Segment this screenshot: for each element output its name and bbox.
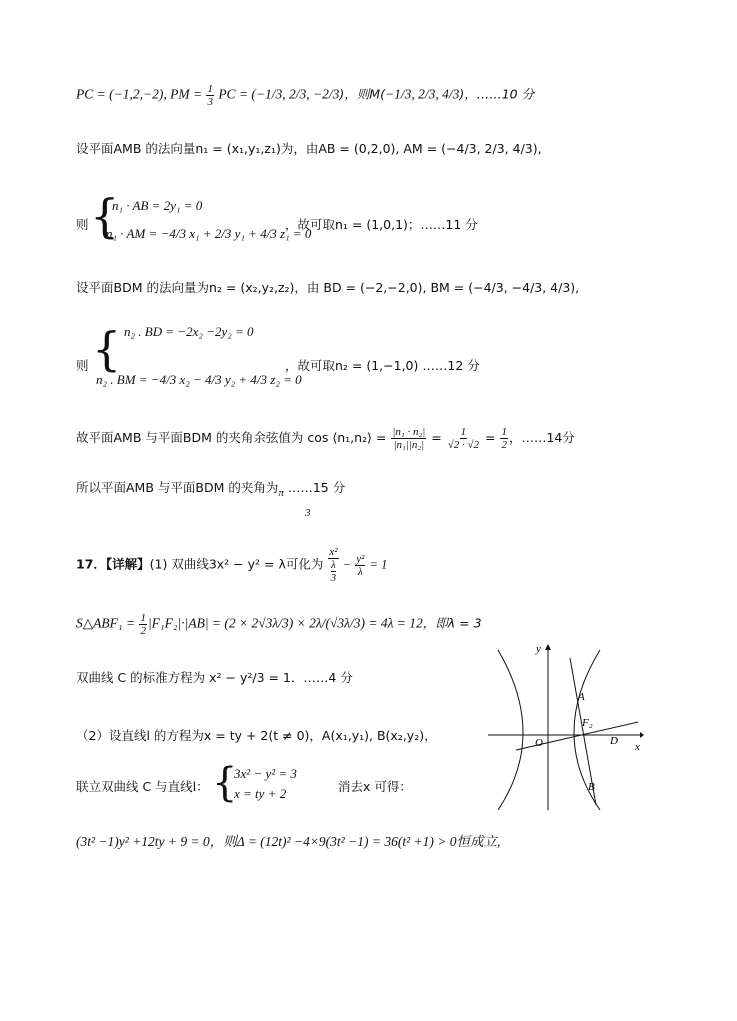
system2-row-2: n₂ . BM = −4/3 x₂ − 4/3 y₂ + 4/3 z₂ = 0	[96, 372, 302, 387]
x-arrow-icon	[640, 732, 644, 738]
hfrac1-num: x²	[329, 546, 338, 558]
score-14: ，……14分	[508, 430, 575, 445]
n1-result: ，故可取n₁ = (1,0,1)；……11 分	[285, 217, 478, 232]
line-discriminant	[76, 833, 500, 851]
combine-prefix: 联立双曲线 C 与直线l：	[76, 779, 209, 794]
pi-symbol: π	[278, 487, 284, 499]
line-n1-result	[285, 216, 478, 234]
then-m: )，则M(	[339, 86, 385, 102]
system-combine	[76, 760, 496, 808]
line-pc-pm	[76, 83, 534, 108]
normal-bdm-text: 设平面BDM 的法向量为n₂ = (x₂,y₂,z₂)，由 BD = (−2,−2,0), BM = (−4/3, −4/3, 4/3),	[76, 280, 580, 295]
standard-equation: 双曲线 C 的标准方程为 x² − y²/3 = 1．……4 分	[76, 670, 353, 685]
area-middle: |F₁F₂|·|AB| =	[147, 615, 225, 631]
left-brace-3: {	[212, 760, 238, 806]
line-normal-amb	[76, 140, 542, 158]
frac2-den: √2 · √2	[447, 439, 480, 451]
frac1-num: |n₁ · n₂|	[392, 426, 426, 438]
combine-row-1: 3x² − y² = 3	[234, 766, 297, 781]
line-area	[76, 612, 482, 637]
problem-17-label: 17．【详解】	[76, 556, 150, 572]
cosine-frac-3	[500, 426, 508, 451]
label-d: D	[610, 735, 618, 747]
left-brace-2: {	[92, 322, 122, 376]
cosine-frac-1	[391, 426, 426, 451]
line-17-header	[76, 546, 387, 584]
y-arrow-icon	[545, 644, 551, 650]
angle-text: 所以平面AMB 与平面BDM 的夹角为	[76, 480, 279, 495]
line-l-setup-text: （2）设直线l 的方程为x = ty + 2(t ≠ 0)，A(x₁,y₁), B(x₂,y₂)，	[76, 728, 437, 743]
hyperbola-frac-2	[355, 553, 365, 578]
frac-num: 1	[207, 83, 213, 95]
pc-pm-text: PC = (−1,2,−2), PM =	[76, 86, 206, 102]
ze-label-2: 则	[76, 358, 89, 373]
line-standard-eq	[76, 669, 353, 687]
label-f2: F₂	[582, 717, 593, 729]
minus-sign: −	[339, 557, 355, 572]
normal-amb-text: 设平面AMB 的法向量n₁ = (x₁,y₁,z₁)为，由AB = (0,2,0), AM = (−4/3, 2/3, 4/3),	[76, 141, 542, 156]
area-label: S△ABF₁ =	[76, 615, 139, 631]
score-10: )，……10 分	[459, 86, 535, 102]
label-y: y	[536, 643, 541, 655]
hyperbola-text: (1) 双曲线3x² − y² = λ可化为	[149, 556, 328, 572]
frac1-den: |n₁||n₂|	[393, 439, 425, 451]
hfrac2-den: λ	[357, 565, 363, 578]
area-expression: (2 × 2√3λ/3) × 2λ/(√3λ/3) = 4λ = 12	[224, 615, 423, 631]
ze-label: 则	[76, 217, 89, 232]
hfrac1-den-top: λ	[331, 559, 336, 571]
frac-den: 3	[207, 96, 213, 108]
left-brace: {	[90, 189, 120, 243]
pc-eq: PC = (	[214, 86, 256, 102]
frac3-den: 2	[501, 439, 507, 451]
score-15: ……15 分	[283, 480, 346, 495]
half-den: 2	[140, 625, 146, 637]
system-row-2: n₁ · AM = −4/3 x₁ + 2/3 y₁ + 4/3 z₁ = 0	[106, 226, 312, 241]
half-fraction	[139, 612, 147, 637]
frac3-num: 1	[501, 426, 507, 438]
line-n2-result	[285, 357, 480, 375]
pm-vector: −1/3, 2/3, −2/3	[255, 86, 340, 102]
line-setup-l	[76, 727, 437, 745]
hfrac2-num: y²	[356, 552, 365, 565]
label-x: x	[635, 741, 640, 753]
label-b: B	[588, 781, 595, 793]
hfrac1-den	[330, 559, 338, 584]
n2-result: ，故可取n₂ = (1,−1,0) ……12 分	[285, 358, 480, 373]
hyperbola-svg	[488, 640, 644, 810]
line-normal-bdm	[76, 279, 579, 297]
equals-one: = 1	[366, 557, 388, 572]
hyperbola-figure	[488, 640, 644, 810]
eq-2: =	[481, 430, 500, 445]
system2-row-1: n₂ . BD = −2x₂ −2y₂ = 0	[124, 324, 254, 339]
discriminant-text: (3t² −1)y² +12ty + 9 = 0，则Δ = (12t)² −4×9(3t² −1) = 36(t² +1) > 0恒成立,	[76, 834, 501, 849]
angle-denominator	[305, 504, 311, 522]
half-num: 1	[140, 612, 146, 624]
label-o: O	[535, 737, 543, 749]
eq-1: =	[427, 430, 446, 445]
combine-row-2: x = ty + 2	[234, 786, 287, 801]
frac2-num: 1	[460, 426, 467, 438]
angle-den: 3	[305, 507, 311, 519]
system-row-1: n₁ · AB = 2y₁ = 0	[112, 198, 203, 213]
label-a: A	[578, 691, 585, 703]
line-angle	[76, 479, 345, 502]
line-cosine	[76, 426, 575, 451]
hyperbola-frac-1	[328, 546, 338, 584]
hfrac1-den-bot: 3	[330, 572, 337, 584]
combine-suffix: 消去x 可得：	[338, 779, 412, 794]
cosine-text: 故平面AMB 与平面BDM 的夹角余弦值为 cos ⟨n₁,n₂⟩ =	[76, 430, 391, 445]
right-branch	[574, 650, 600, 810]
m-coords: −1/3, 2/3, 4/3	[384, 86, 460, 102]
cosine-frac-2	[447, 426, 480, 451]
lambda-result: ，即λ = 3	[422, 615, 482, 631]
one-third-fraction	[206, 83, 214, 108]
left-branch	[498, 650, 523, 810]
